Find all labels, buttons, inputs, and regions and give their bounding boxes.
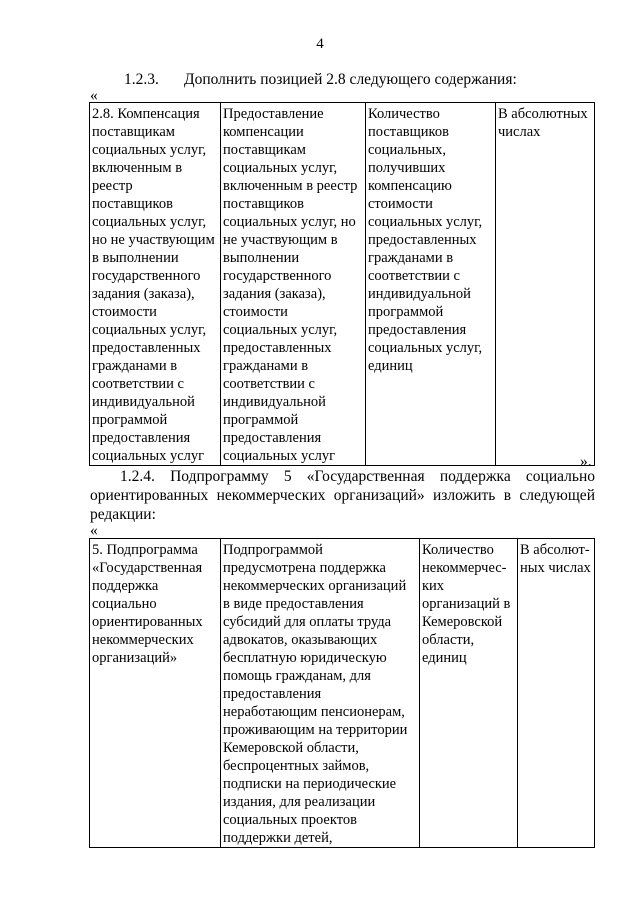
cell-line: задания (заказа),	[92, 286, 195, 302]
close-quote-1: ».	[580, 453, 592, 470]
cell-line: социальных,	[368, 142, 446, 158]
cell-line: компенсации	[223, 124, 304, 140]
section-124-line-2: ориентированных некоммерческих организаций» изложить в следующей	[90, 487, 595, 504]
table1-col4	[496, 103, 595, 466]
cell-line: помощь гражданам, для	[223, 668, 371, 684]
cell-line: предоставленных	[92, 340, 201, 356]
cell-line: поставщиков	[368, 124, 449, 140]
table-position-2-8	[89, 102, 595, 466]
open-quote-2: «	[90, 522, 98, 539]
cell-line: социальных услуг, но	[223, 214, 356, 230]
cell-line: «Государственная	[92, 560, 203, 576]
cell-line: социально	[92, 596, 157, 612]
cell-line: социальных проектов	[223, 812, 357, 828]
cell-line: социальных услуг,	[223, 160, 338, 176]
cell-line: поставщикам	[223, 142, 306, 158]
cell-line: Предоставление	[223, 106, 324, 122]
cell-line: организаций в	[422, 596, 511, 612]
cell-line: стоимости	[223, 304, 288, 320]
cell-line: гражданами в	[368, 250, 454, 266]
cell-line: 5. Подпрограмма	[92, 542, 198, 558]
cell-line: программой	[368, 304, 444, 320]
cell-line: реестр	[92, 178, 133, 194]
cell-line: поддержки детей,	[223, 830, 333, 846]
cell-line: ных числах	[520, 560, 591, 576]
cell-line: ких	[422, 578, 445, 594]
cell-line: поддержка	[92, 578, 159, 594]
section-123-number: 1.2.3.	[124, 71, 159, 88]
table2-col1	[90, 539, 221, 848]
table1-col2	[221, 103, 366, 466]
cell-line: гражданами в	[223, 358, 309, 374]
cell-line: включенным в реестр	[223, 178, 358, 194]
cell-line: поставщикам	[92, 124, 175, 140]
table1-col1	[90, 103, 221, 466]
cell-line: но не участвующим	[92, 232, 215, 248]
cell-line: беспроцентных займов,	[223, 758, 370, 774]
table2-col3	[420, 539, 518, 848]
cell-line: проживающим на территории	[223, 722, 408, 738]
cell-line: единиц	[368, 358, 413, 374]
cell-line: социальных услуг,	[368, 340, 483, 356]
cell-line: некоммерческих организаций	[223, 578, 407, 594]
table2-col4	[518, 539, 595, 848]
cell-line: не участвующим в	[223, 232, 338, 248]
cell-line: В абсолютных	[498, 106, 588, 122]
cell-line: 2.8. Компенсация	[92, 106, 200, 122]
cell-line: выполнении	[223, 250, 300, 266]
cell-line: предоставления	[92, 430, 191, 446]
cell-line: программой	[223, 412, 299, 428]
cell-line: социальных услуг	[223, 448, 336, 464]
cell-line: программой	[92, 412, 168, 428]
page-number: 4	[316, 36, 324, 52]
cell-line: государственного	[223, 268, 332, 284]
cell-line: Кемеровской	[422, 614, 503, 630]
cell-line: социальных услуг,	[92, 142, 207, 158]
cell-line: стоимости	[92, 304, 157, 320]
cell-line: предоставления	[223, 686, 322, 702]
cell-line: Количество	[368, 106, 440, 122]
cell-line: социальных услуг,	[223, 322, 338, 338]
cell-line: предоставленных	[223, 340, 332, 356]
cell-line: предоставления	[368, 322, 467, 338]
cell-line: индивидуальной	[368, 286, 471, 302]
cell-line: числах	[498, 124, 541, 140]
open-quote-1: «	[90, 87, 98, 104]
cell-line: субсидий для оплаты труда	[223, 614, 392, 630]
section-124-line-3: редакции:	[90, 506, 156, 523]
cell-line: предоставленных	[368, 232, 477, 248]
cell-line: включенным в	[92, 160, 183, 176]
cell-line: Подпрограммой	[223, 542, 323, 558]
cell-line: бесплатную юридическую	[223, 650, 387, 666]
cell-line: ориентированных	[92, 614, 203, 630]
cell-line: издания, для реализации	[223, 794, 376, 810]
cell-line: организаций»	[92, 650, 178, 666]
cell-line: поставщиков	[92, 196, 173, 212]
table-subprogram-5	[89, 538, 595, 848]
cell-line: соответствии с	[368, 268, 460, 284]
cell-line: соответствии с	[223, 376, 315, 392]
cell-line: социальных услуг,	[368, 214, 483, 230]
table1-col3	[366, 103, 496, 466]
cell-line: в виде предоставления	[223, 596, 364, 612]
cell-line: государственного	[92, 268, 201, 284]
cell-line: индивидуальной	[223, 394, 326, 410]
cell-line: соответствии с	[92, 376, 184, 392]
cell-line: гражданами в	[92, 358, 178, 374]
cell-line: единиц	[422, 650, 467, 666]
cell-line: некоммерческих	[92, 632, 194, 648]
cell-line: социальных услуг,	[92, 214, 207, 230]
cell-line: подписки на периодические	[223, 776, 397, 792]
section-124-line-1: 1.2.4. Подпрограмму 5 «Государственная поддержка социально	[120, 468, 595, 485]
cell-line: в выполнении	[92, 250, 179, 266]
cell-line: неработающим пенсионерам,	[223, 704, 405, 720]
cell-line: задания (заказа),	[223, 286, 326, 302]
cell-line: предусмотрена поддержка	[223, 560, 386, 576]
cell-line: Кемеровской области,	[223, 740, 359, 756]
cell-line: социальных услуг	[92, 448, 205, 464]
cell-line: адвокатов, оказывающих	[223, 632, 378, 648]
section-123-text: Дополнить позицией 2.8 следующего содержания:	[184, 71, 517, 88]
cell-line: поставщиков	[223, 196, 304, 212]
cell-line: социальных услуг,	[92, 322, 207, 338]
cell-line: индивидуальной	[92, 394, 195, 410]
cell-line: некоммерчес-	[422, 560, 507, 576]
cell-line: компенсацию	[368, 178, 452, 194]
cell-line: области,	[422, 632, 475, 648]
cell-line: предоставления	[223, 430, 322, 446]
cell-line: В абсолют-	[520, 542, 590, 558]
cell-line: стоимости	[368, 196, 433, 212]
table2-col2	[221, 539, 420, 848]
cell-line: получивших	[368, 160, 446, 176]
cell-line: Количество	[422, 542, 494, 558]
section-124-paragraph	[90, 467, 595, 524]
